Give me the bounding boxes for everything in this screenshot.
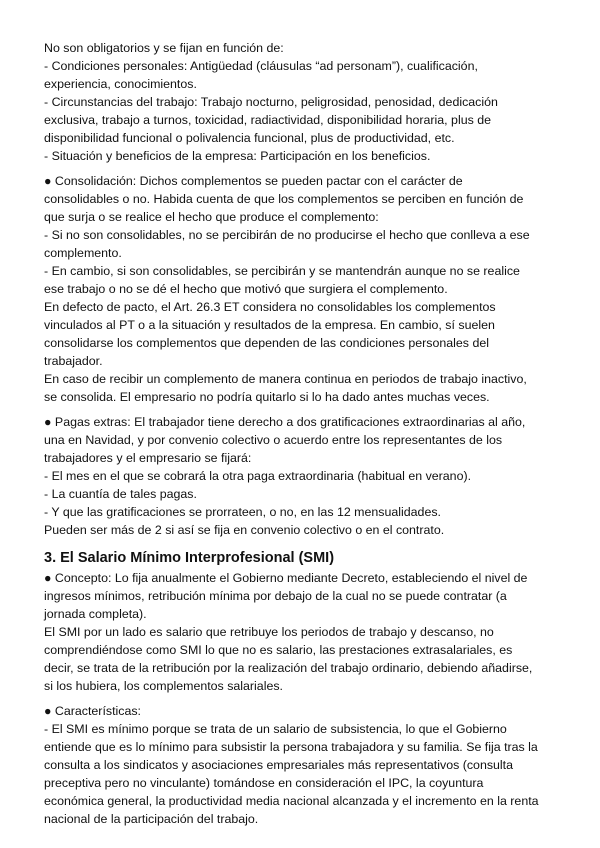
paragraph-circunstancias-trabajo: - Circunstancias del trabajo: Trabajo nocturno, peligrosidad, penosidad, dedicación exclusiva, trabajo a turnos, toxicidad, radiactividad, disponibilidad horaria, plus de disponibilidad funcional o polivalencia funcional, plus de productividad, etc. <box>44 95 498 145</box>
paragraph-consolidacion: ● Consolidación: Dichos complementos se pueden pactar con el carácter de consolidables o no. Habida cuenta de que los complementos se perciben en función de que surja o se realice el hecho que produce el complemento: <box>44 174 524 224</box>
paragraph-mes-paga: - El mes en el que se cobrará la otra paga extraordinaria (habitual en verano). <box>44 469 472 483</box>
paragraph-intro: No son obligatorios y se fijan en función de: <box>44 41 284 55</box>
paragraph-no-consolidables: - Si no son consolidables, no se percibirán de no producirse el hecho que conlleva a ese complemento. <box>44 228 530 260</box>
paragraph-caracteristicas: ● Características: <box>44 704 141 718</box>
paragraph-consolidables: - En cambio, si son consolidables, se percibirán y se mantendrán aunque no se realice ese trabajo o no se dé el hecho que motivó que surgiera el complemento. <box>44 264 520 296</box>
concepto-block <box>44 569 540 695</box>
paragraph-defecto-pacto: En defecto de pacto, el Art. 26.3 ET considera no consolidables los complementos vinculados al PT o a la situación y resultados de la empresa. En cambio, sí suelen consolidarse los complementos que dependen de las condiciones personales del trabajador. <box>44 300 496 368</box>
paragraph-condiciones-personales: - Condiciones personales: Antigüedad (cláusulas “ad personam”), cualificación, experiencia, conocimientos. <box>44 59 478 91</box>
paragraph-prorrateo: - Y que las gratificaciones se prorrateen, o no, en las 12 mensualidades. <box>44 505 441 519</box>
complementos-factores-block <box>44 39 540 165</box>
paragraph-smi-minimo: - El SMI es mínimo porque se trata de un salario de subsistencia, lo que el Gobierno entiende que es lo mínimo para subsistir la persona trabajadora y su familia. Se fija tras la consulta a los sindicatos y asociaciones empresariales más representativos (consulta preceptiva pero no vinculante) tomándose en consideración el IPC, la coyuntura económica general, la productividad media nacional alcanzada y el incremento en la renta nacional de la participación del trabajo. <box>44 722 539 826</box>
paragraph-pagas-extras: ● Pagas extras: El trabajador tiene derecho a dos gratificaciones extraordinarias al año, una en Navidad, y por convenio colectivo o acuerdo entre los representantes de los trabajadores y el empresario se fijará: <box>44 415 526 465</box>
consolidacion-block <box>44 172 540 406</box>
paragraph-mas-de-dos: Pueden ser más de 2 si así se fija en convenio colectivo o en el contrato. <box>44 523 445 537</box>
paragraph-concepto: ● Concepto: Lo fija anualmente el Gobierno mediante Decreto, estableciendo el nivel de ingresos mínimos, retribución mínima por debajo de la cual no se puede contratar (a jornada completa). <box>44 571 528 621</box>
section-heading-smi: 3. El Salario Mínimo Interprofesional (SMI) <box>44 550 335 566</box>
paragraph-situacion-empresa: - Situación y beneficios de la empresa: Participación en los beneficios. <box>44 149 431 163</box>
paragraph-smi-salario: El SMI por un lado es salario que retribuye los periodos de trabajo y descanso, no comprendiéndose como SMI lo que no es salario, las prestaciones extrasalariales, es decir, se trata de la retribución por la realización del trabajo ordinario, debiendo añadirse, si los hubiera, los complementos salariales. <box>44 625 533 693</box>
caracteristicas-block <box>44 702 540 828</box>
paragraph-cuantia: - La cuantía de tales pagas. <box>44 487 197 501</box>
paragraph-trabajo-inactivo: En caso de recibir un complemento de manera continua en periodos de trabajo inactivo, se consolida. El empresario no podría quitarlo si lo ha dado antes muchas veces. <box>44 372 527 404</box>
pagas-extras-block <box>44 413 540 539</box>
